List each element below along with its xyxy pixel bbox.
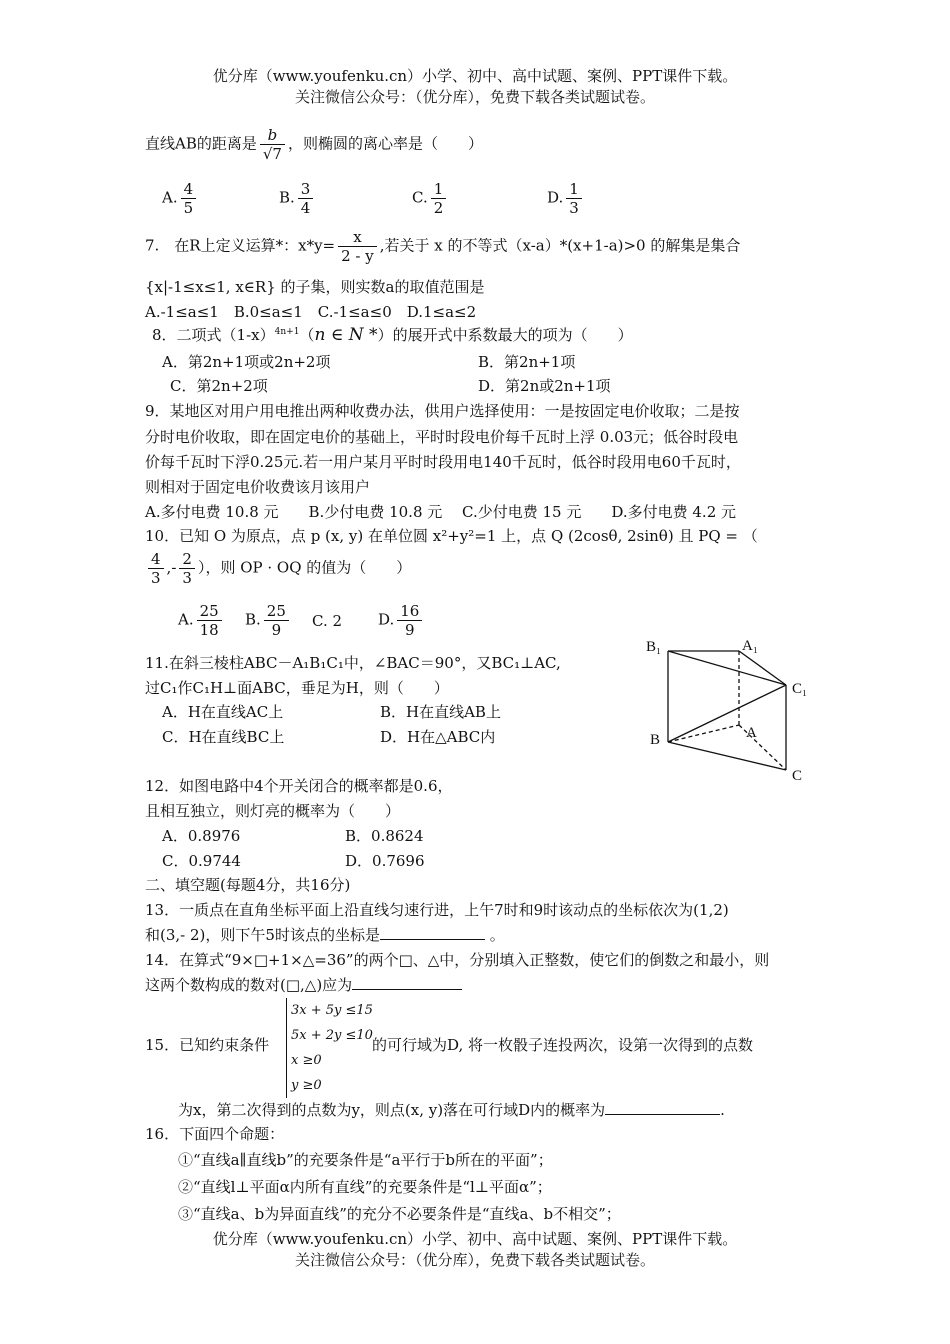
q6-stem [145, 126, 483, 163]
edge-b1-c1 [668, 651, 786, 685]
label-a1: A₁ [742, 638, 759, 654]
q6-option-a: A. $\frac{4}{5}$ [162, 180, 199, 217]
label-c1: C₁ [792, 681, 808, 697]
q12-option-a: A．0.8976 [162, 827, 241, 845]
q8-option-a: A．第2n+1项或2n+2项 [162, 353, 331, 371]
q14-line-1: 14．在算式“9×□+1×△=36”的两个□、△中，分别填入正整数，使它们的倒数之和最小，则 [145, 951, 770, 969]
q15-pre: 15．已知约束条件 [145, 1036, 270, 1054]
constraint-3: x ≥0 [291, 1053, 322, 1068]
q9-line-1: 9．某地区对用户用电推出两种收费办法，供用户选择使用：一是按固定电价收取；二是按 [145, 402, 740, 420]
q12-option-d: D．0.7696 [345, 852, 425, 870]
q6-frac-num: b [260, 126, 285, 145]
q16-line-1: 16．下面四个命题： [145, 1125, 285, 1143]
q8-option-c: C．第2n+2项 [170, 377, 268, 395]
q13-answer-blank[interactable] [380, 939, 485, 940]
q9-line-4: 则相对于固定电价收费该月该用户 [145, 478, 371, 496]
q9-line-2: 分时电价收取，即在固定电价的基础上，平时时段电价每千瓦时上浮 0.03元；低谷时段电 [145, 428, 739, 446]
q15-post: 的可行域为D, 将一枚骰子连投两次，设第一次得到的点数 [372, 1036, 754, 1054]
q7-line-2: {x|-1≤x≤1, x∈R} 的子集，则实数a的取值范围是 [145, 278, 485, 296]
edge-a1-c1 [739, 651, 786, 685]
q6-fraction [260, 126, 285, 163]
footer-line-2: 关注微信公众号：（优分库），免费下载各类试题试卷。 [294, 1251, 655, 1269]
q10-option-c: C. 2 [312, 612, 343, 630]
label-b: B [650, 732, 661, 748]
q12-option-c: C．0.9744 [162, 852, 241, 870]
label-b1: B₁ [646, 639, 662, 655]
prism-figure [640, 630, 820, 790]
q15-line-2: 为x，第二次得到的点数为y，则点(x, y)落在可行域D内的概率为 . [178, 1101, 725, 1119]
q11-option-a: A．H在直线AC上 [162, 703, 284, 721]
q10-line-2: $\frac{4}{3}$ ,- $\frac{2}{3}$ ），则 OP · OQ 的值为（ ） [145, 550, 411, 587]
q6-option-c: C. $\frac{1}{2}$ [412, 180, 449, 217]
constraint-1: 3x + 5y ≤15 [291, 1003, 373, 1018]
q13-line-2: 和(3,- 2)，则下午5时该点的坐标是 。 [145, 926, 505, 944]
q16-item-1: ①“直线a∥直线b”的充要条件是“a平行于b所在的平面”； [178, 1151, 553, 1169]
label-c: C [792, 768, 803, 784]
q12-line-1: 12．如图电路中4个开关闭合的概率都是0.6， [145, 777, 453, 795]
q6-text-post: ，则椭圆的离心率是（ ） [287, 134, 483, 153]
edge-b-c1 [668, 685, 786, 742]
label-a: A [746, 725, 757, 741]
q9-options: A.多付电费 10.8 元 B.少付电费 10.8 元 C.少付电费 15 元 D.多付电费 4.2 元 [145, 503, 737, 521]
q6-option-d: D. $\frac{1}{3}$ [547, 180, 585, 217]
q11-option-c: C．H在直线BC上 [162, 728, 285, 746]
q15-answer-blank[interactable] [605, 1114, 720, 1115]
q16-item-2: ②“直线l⊥平面α内所有直线”的充要条件是“l⊥平面α”； [178, 1178, 552, 1196]
q7-fraction: $\frac{x}{2 - y}$ [338, 228, 377, 265]
q11-line-1: 11.在斜三棱柱ABC－A₁B₁C₁中，∠BAC＝90°，又BC₁⊥AC, [145, 654, 561, 672]
header-line-1: 优分库（www.youfenku.cn）小学、初中、高中试题、案例、PPT课件下载。 [212, 67, 738, 85]
q6-frac-den: √7 [262, 145, 282, 163]
q8-option-d: D．第2n或2n+1项 [478, 377, 611, 395]
q11-line-2: 过C₁作C₁H⊥面ABC，垂足为H，则（ ） [145, 679, 449, 697]
q7-options: A.-1≤a≤1 B.0≤a≤1 C.-1≤a≤0 D.1≤a≤2 [145, 303, 477, 321]
q10-line-1: 10．已知 O 为原点，点 p (x, y) 在单位圆 x²+y²=1 上，点 Q (2cosθ, 2sinθ) 且 PQ = （ [145, 527, 758, 545]
q15-constraint-system [286, 998, 373, 1098]
q16-item-3: ③“直线a、b为异面直线”的充分不必要条件是“直线a、b不相交”； [178, 1205, 621, 1223]
q6-text-pre: 直线AB的距离是 [145, 134, 257, 153]
q8-stem: 8．二项式$(1-x)^{4n+1}(n$ ∈ N *）的展开式中系数最大的项为（ ） [152, 325, 633, 345]
q10-option-a: A. $\frac{25}{18}$ [178, 602, 225, 639]
q11-option-b: B．H在直线AB上 [380, 703, 501, 721]
q12-line-2: 且相互独立，则灯亮的概率为（ ） [145, 802, 401, 820]
edge-b-a [668, 725, 739, 742]
constraint-4: y ≥0 [291, 1078, 322, 1093]
q6-option-b: B. $\frac{3}{4}$ [279, 180, 316, 217]
header-line-2: 关注微信公众号：（优分库），免费下载各类试题试卷。 [294, 88, 655, 106]
edge-b-c [668, 742, 786, 770]
q7-stem: 7. 在R上定义运算*：x*y= $\frac{x}{2 - y}$ ,若关于 x 的不等式（x-a）*(x+1-a)>0 的解集是集合 [145, 228, 741, 265]
q10-option-b: B. $\frac{25}{9}$ [245, 602, 292, 639]
q9-line-3: 价每千瓦时下浮0.25元.若一用户某月平时时段用电140千瓦时，低谷时段用电60千瓦时， [145, 453, 741, 471]
q11-option-d: D．H在△ABC内 [380, 728, 496, 746]
footer-line-1: 优分库（www.youfenku.cn）小学、初中、高中试题、案例、PPT课件下载。 [212, 1230, 738, 1248]
q8-option-b: B．第2n+1项 [478, 353, 576, 371]
q14-answer-blank[interactable] [352, 989, 462, 990]
q14-line-2: 这两个数构成的数对(□,△)应为 [145, 974, 462, 995]
q12-option-b: B．0.8624 [345, 827, 424, 845]
q13-line-1: 13．一质点在直角坐标平面上沿直线匀速行进，上午7时和9时该动点的坐标依次为(1,2) [145, 901, 729, 919]
q10-option-d: D. $\frac{16}{9}$ [378, 602, 425, 639]
constraint-2: 5x + 2y ≤10 [291, 1028, 373, 1043]
section-2-title: 二、填空题(每题4分，共16分) [145, 876, 351, 894]
